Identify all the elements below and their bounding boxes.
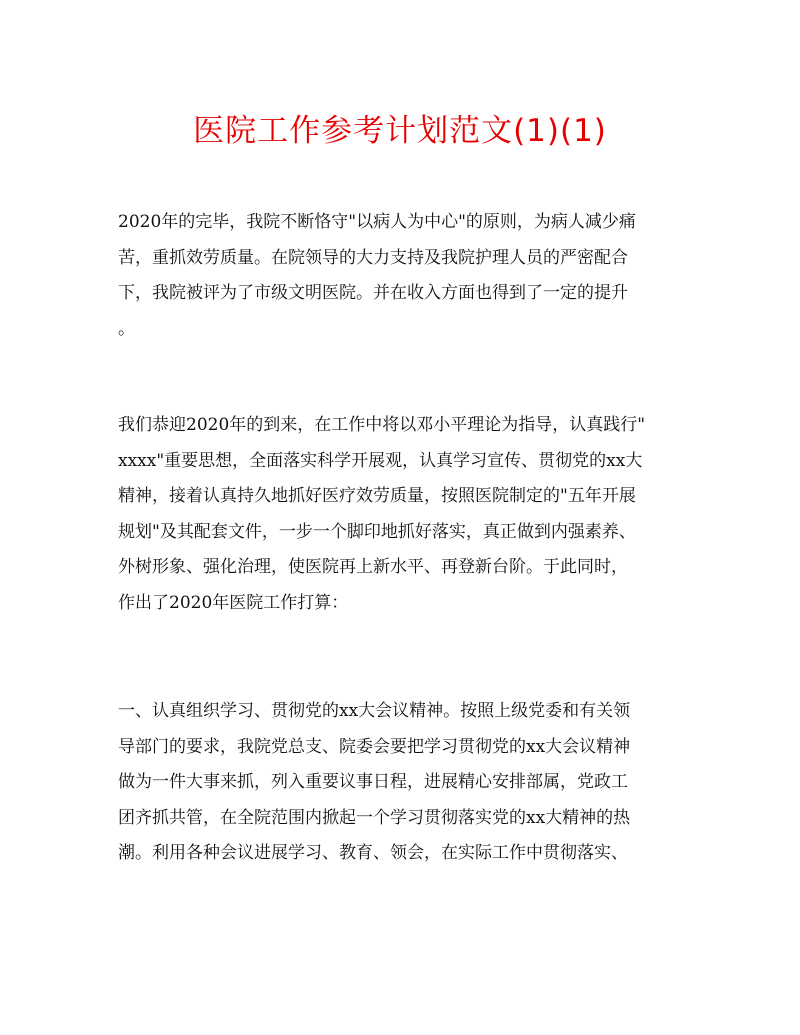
paragraph-2: 我们恭迎2020年的到来，在工作中将以邓小平理论为指导，认真践行" xxxx"重要思想，全面落实科学开展观，认真学习宣传、贯彻党的xx大 精神，接着认真持久地抓好医疗效劳质量，按照医院制定的"五年开展 规划"及其配套文件，一步一个脚印地抓好落实，真正做到内强素养、 外树形象、强化治理，使医院再上新水平、再登新台阶。于此同时， 作出了2020年医院工作打算： [118,415,646,613]
document-title: 医院工作参考计划范文(1)(1) [193,113,607,149]
paragraph-3: 一、认真组织学习、贯彻党的xx大会议精神。按照上级党委和有关领 导部门的要求，我院党总支、院委会要把学习贯彻党的xx大会议精神 做为一件大事来抓，列入重要议事日程，进展精心安排部属，党政工 团齐抓共管，在全院范围内掀起一个学习贯彻落实党的xx大精神的热 潮。利用各种会议进展学习、教育、领会，在实际工作中贯彻落实、 [118,701,631,864]
paragraph-1: 2020年的完毕，我院不断恪守"以病人为中心"的原则，为病人减少痛 苦，重抓效劳质量。在院领导的大力支持及我院护理人员的严密配合 下，我院被评为了市级文明医院。并在收入方面也得到了一定的提升 。 [118,212,636,339]
